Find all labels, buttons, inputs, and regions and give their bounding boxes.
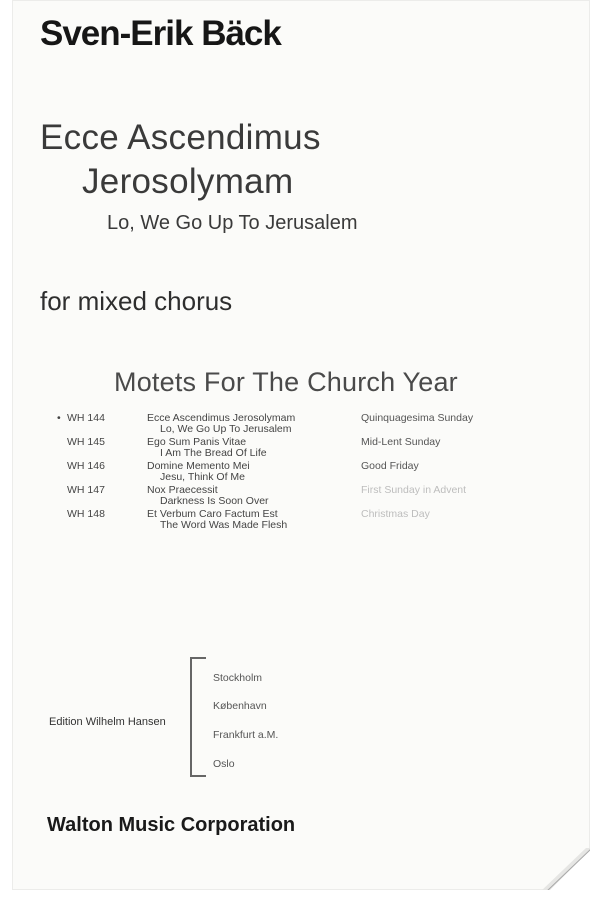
motet-occasion: Good Friday [361, 460, 419, 472]
publisher-name: Walton Music Corporation [47, 814, 296, 836]
composer-name: Sven-Erik Bäck [40, 14, 281, 53]
city-frankfurt: Frankfurt a.M. [213, 729, 279, 741]
motet-latin-title: Ecce Ascendimus Jerosolymam [147, 412, 296, 424]
motet-row [12, 508, 590, 532]
motet-row [12, 484, 590, 508]
motet-english-title: Lo, We Go Up To Jerusalem [160, 423, 292, 435]
motet-latin-title: Ego Sum Panis Vitae [147, 436, 247, 448]
series-title: Motets For The Church Year [114, 367, 458, 397]
folded-corner-icon [540, 848, 590, 890]
city-kobenhavn: København [213, 700, 267, 712]
motet-number: WH 146 [67, 460, 105, 472]
scoring-label: for mixed chorus [40, 286, 233, 316]
motet-english-title: Jesu, Think Of Me [160, 471, 246, 483]
motet-row [12, 460, 590, 484]
motet-marker: • [57, 412, 61, 424]
motet-row [12, 412, 590, 436]
score-cover-page [12, 0, 590, 890]
motet-latin-title: Nox Praecessit [147, 484, 218, 496]
motet-occasion: First Sunday in Advent [361, 484, 467, 496]
motet-english-title: I Am The Bread Of Life [160, 447, 267, 459]
city-stockholm: Stockholm [213, 672, 263, 684]
edition-label: Edition Wilhelm Hansen [49, 716, 166, 728]
motet-number: WH 147 [67, 484, 105, 496]
city-bracket [190, 657, 210, 777]
motet-english-title: Darkness Is Soon Over [160, 495, 269, 507]
city-oslo: Oslo [213, 758, 235, 770]
motet-number: WH 145 [67, 436, 105, 448]
title-line-2: Jerosolymam [82, 162, 294, 201]
motet-occasion: Quinquagesima Sunday [361, 412, 474, 424]
motet-latin-title: Domine Memento Mei [147, 460, 250, 472]
motet-number: WH 144 [67, 412, 105, 424]
english-subtitle: Lo, We Go Up To Jerusalem [107, 212, 358, 234]
motet-latin-title: Et Verbum Caro Factum Est [147, 508, 278, 520]
title-line-1: Ecce Ascendimus [40, 118, 321, 157]
motet-occasion: Christmas Day [361, 508, 430, 520]
motet-english-title: The Word Was Made Flesh [160, 519, 288, 531]
motet-row [12, 436, 590, 460]
motet-occasion: Mid-Lent Sunday [361, 436, 441, 448]
motet-number: WH 148 [67, 508, 105, 520]
